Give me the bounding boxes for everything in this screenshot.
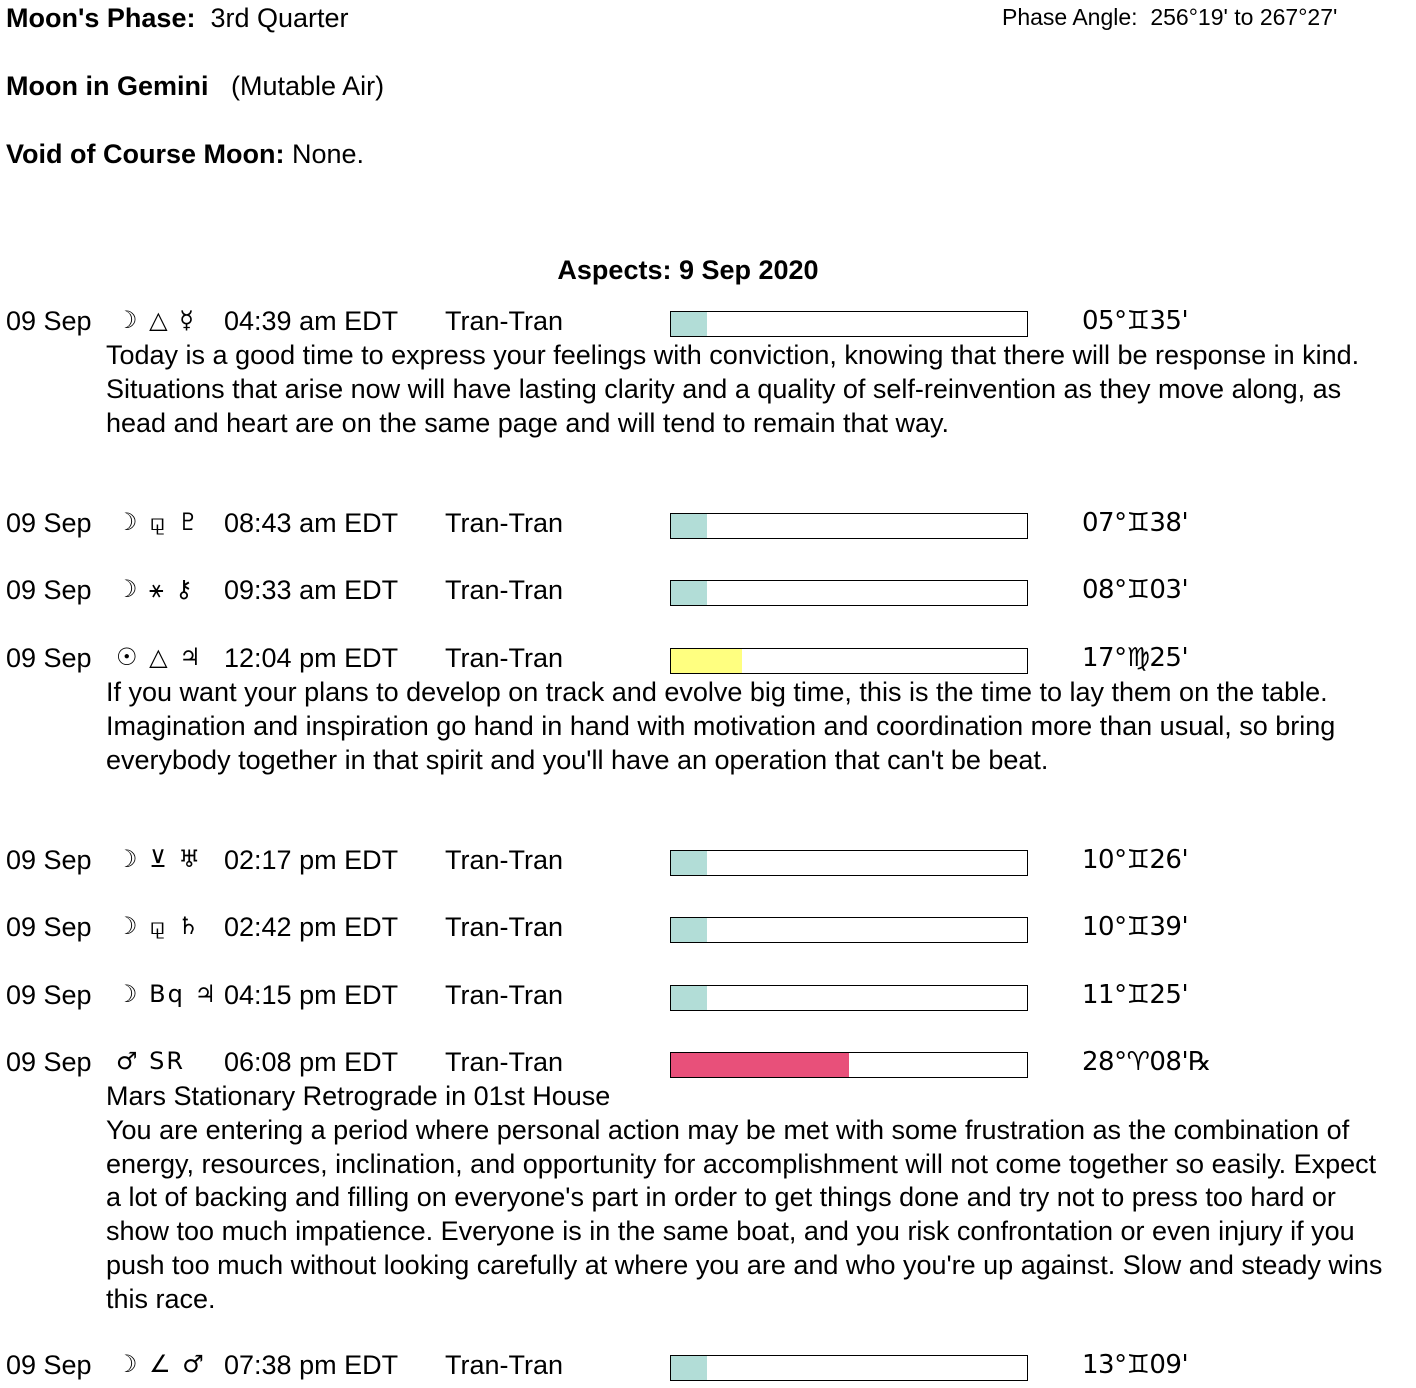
strength-bar bbox=[670, 311, 1028, 337]
aspect-type: Tran-Tran bbox=[445, 643, 564, 673]
aspect-symbols: ☽ ⊻ ♅ bbox=[116, 845, 202, 873]
aspect-row bbox=[6, 306, 1406, 338]
void-value: None. bbox=[291, 139, 365, 169]
strength-bar-fill bbox=[671, 986, 707, 1010]
aspect-row bbox=[6, 1350, 1406, 1382]
aspects-title: Aspects: 9 Sep 2020 bbox=[557, 255, 819, 285]
aspect-symbols: ☽ Bq ♃ bbox=[116, 980, 218, 1008]
aspect-type: Tran-Tran bbox=[445, 845, 564, 875]
strength-bar-fill bbox=[671, 851, 707, 875]
aspect-position: 07°♊38' bbox=[1082, 508, 1189, 538]
aspect-date: 09 Sep bbox=[6, 306, 92, 336]
strength-bar-fill bbox=[671, 649, 742, 673]
strength-bar bbox=[670, 648, 1028, 674]
aspect-description-text: If you want your plans to develop on track and evolve big time, this is the time to lay them on the table. Imagination and inspiration go hand in hand with motivation and coordination more than usual, so bring everybody together in that spirit and you'll have an operation that can't be beat. bbox=[106, 677, 1336, 775]
aspect-type: Tran-Tran bbox=[445, 912, 564, 942]
moon-phase-line bbox=[6, 3, 349, 34]
aspect-row bbox=[6, 575, 1406, 607]
aspect-row bbox=[6, 1047, 1406, 1079]
aspect-date: 09 Sep bbox=[6, 508, 92, 538]
aspect-row bbox=[6, 643, 1406, 675]
strength-bar-fill bbox=[671, 514, 707, 538]
phase-angle bbox=[1002, 4, 1337, 31]
aspect-symbols: ♂ SR bbox=[116, 1047, 186, 1075]
moon-sign-qualifier: (Mutable Air) bbox=[231, 71, 385, 101]
aspect-date: 09 Sep bbox=[6, 643, 92, 673]
aspect-row bbox=[6, 912, 1406, 944]
aspect-position: 28°♈08'℞ bbox=[1082, 1047, 1211, 1077]
aspect-time: 06:08 pm EDT bbox=[224, 1047, 399, 1077]
moon-sign-label: Moon in Gemini bbox=[6, 71, 209, 101]
aspect-symbols: ☽ △ ☿ bbox=[116, 306, 196, 334]
aspect-date: 09 Sep bbox=[6, 912, 92, 942]
aspect-row bbox=[6, 980, 1406, 1012]
aspect-time: 02:17 pm EDT bbox=[224, 845, 399, 875]
void-label: Void of Course Moon: bbox=[6, 139, 285, 169]
aspect-description-title: Mars Stationary Retrograde in 01st House bbox=[106, 1081, 611, 1111]
aspect-position: 10°♊26' bbox=[1082, 845, 1189, 875]
aspect-position: 11°♊25' bbox=[1082, 980, 1189, 1010]
aspect-description bbox=[106, 1080, 1386, 1317]
aspect-type: Tran-Tran bbox=[445, 1350, 564, 1380]
aspect-time: 07:38 pm EDT bbox=[224, 1350, 399, 1380]
aspect-description-text: Today is a good time to express your feelings with conviction, knowing that there will be response in kind. Situations that arise now will have lasting clarity and a quality of self-reinvention as they move along, as head and heart are on the same page and will tend to remain that way. bbox=[106, 340, 1360, 438]
aspect-row bbox=[6, 508, 1406, 540]
aspect-row bbox=[6, 845, 1406, 877]
aspect-date: 09 Sep bbox=[6, 1350, 92, 1380]
strength-bar-fill bbox=[671, 918, 707, 942]
moon-sign-line bbox=[6, 71, 384, 102]
strength-bar-fill bbox=[671, 581, 707, 605]
aspect-time: 04:39 am EDT bbox=[224, 306, 399, 336]
aspect-time: 04:15 pm EDT bbox=[224, 980, 399, 1010]
phase-angle-label: Phase Angle: bbox=[1002, 4, 1138, 30]
aspect-description bbox=[106, 339, 1386, 440]
aspect-date: 09 Sep bbox=[6, 1047, 92, 1077]
aspect-position: 10°♊39' bbox=[1082, 912, 1189, 942]
aspect-symbols: ☽ ⚼ ♄ bbox=[116, 912, 201, 940]
aspect-time: 09:33 am EDT bbox=[224, 575, 399, 605]
aspect-type: Tran-Tran bbox=[445, 306, 564, 336]
aspect-type: Tran-Tran bbox=[445, 508, 564, 538]
aspect-type: Tran-Tran bbox=[445, 575, 564, 605]
aspect-position: 17°♍25' bbox=[1082, 643, 1189, 673]
phase-angle-value: 256°19' to 267°27' bbox=[1150, 4, 1338, 30]
aspect-date: 09 Sep bbox=[6, 980, 92, 1010]
aspect-description-text: You are entering a period where personal action may be met with some frustration as the combination of energy, resources, inclination, and opportunity for accomplishment will not come together so easily. Expect a lot of backing and filling on everyone's part in order to get things done and try not to press too hard or show too much impatience. Everyone is in the same boat, and you risk confrontation or even injury if you push too much without looking carefully at where you are and who you're up against. Slow and steady wins this race. bbox=[106, 1114, 1383, 1314]
aspect-position: 08°♊03' bbox=[1082, 575, 1189, 605]
strength-bar bbox=[670, 1355, 1028, 1381]
aspect-time: 02:42 pm EDT bbox=[224, 912, 399, 942]
aspect-description bbox=[106, 676, 1386, 777]
aspect-date: 09 Sep bbox=[6, 575, 92, 605]
aspect-symbols: ☽ ⚼ ♇ bbox=[116, 508, 201, 536]
aspect-position: 05°♊35' bbox=[1082, 306, 1189, 336]
aspect-position: 13°♊09' bbox=[1082, 1350, 1189, 1380]
aspect-type: Tran-Tran bbox=[445, 980, 564, 1010]
moon-phase-label: Moon's Phase: bbox=[6, 3, 196, 33]
strength-bar bbox=[670, 985, 1028, 1011]
strength-bar bbox=[670, 850, 1028, 876]
aspect-time: 08:43 am EDT bbox=[224, 508, 399, 538]
strength-bar bbox=[670, 513, 1028, 539]
aspect-symbols: ☽ ∠ ♂ bbox=[116, 1350, 206, 1378]
strength-bar bbox=[670, 917, 1028, 943]
strength-bar-fill bbox=[671, 1356, 707, 1380]
void-of-course-line bbox=[6, 139, 364, 170]
aspect-symbols: ☽ ⚹ ⚷ bbox=[116, 575, 195, 603]
aspect-time: 12:04 pm EDT bbox=[224, 643, 399, 673]
strength-bar-fill bbox=[671, 312, 707, 336]
aspect-date: 09 Sep bbox=[6, 845, 92, 875]
strength-bar bbox=[670, 1052, 1028, 1078]
aspect-type: Tran-Tran bbox=[445, 1047, 564, 1077]
strength-bar bbox=[670, 580, 1028, 606]
aspect-symbols: ☉ △ ♃ bbox=[116, 643, 203, 671]
strength-bar-fill bbox=[671, 1053, 849, 1077]
moon-phase-value: 3rd Quarter bbox=[210, 3, 349, 33]
